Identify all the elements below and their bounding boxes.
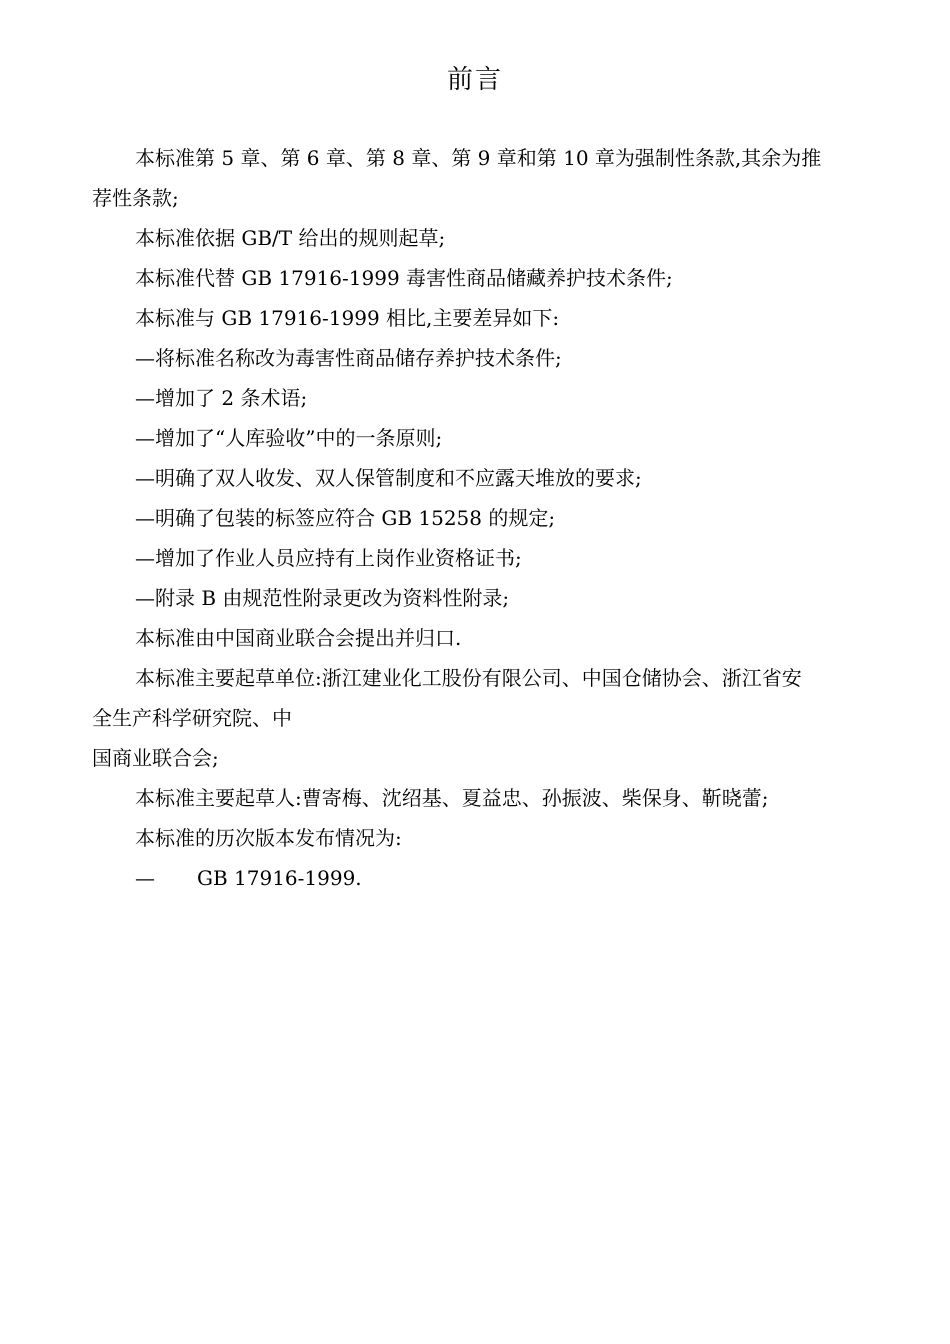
list-item-difference: —明确了双人收发、双人保管制度和不应露天堆放的要求;	[135, 466, 642, 490]
list-item-difference: —增加了“人库验收”中的一条原则;	[135, 426, 443, 450]
version-reference: GB 17916-1999.	[197, 866, 362, 890]
list-item-version	[92, 858, 882, 898]
page-title: 前言	[446, 65, 503, 95]
paragraph-mandatory-clauses: 本标准第 5 章、第 6 章、第 8 章、第 9 章和第 10 章为强制性条款,其余为推	[135, 146, 822, 170]
paragraph-drafting-units-cont: 国商业联合会;	[92, 746, 219, 770]
paragraph-proposed-by: 本标准由中国商业联合会提出并归口.	[135, 626, 462, 650]
paragraph-drafting-rules: 本标准依据 GB/T 给出的规则起草;	[135, 226, 446, 250]
list-item-difference: —增加了作业人员应持有上岗作业资格证书;	[135, 546, 522, 570]
paragraph-differences: 本标准与 GB 17916-1999 相比,主要差异如下:	[135, 306, 560, 330]
list-item-difference: —附录 B 由规范性附录更改为资料性附录;	[135, 586, 510, 610]
paragraph-replaces: 本标准代替 GB 17916-1999 毒害性商品储藏养护技术条件;	[135, 266, 673, 290]
paragraph-drafting-units-cont: 全生产科学研究院、中	[92, 706, 292, 730]
paragraph-drafters: 本标准主要起草人:曹寄梅、沈绍基、夏益忠、孙振波、柴保身、靳晓蕾;	[135, 786, 769, 810]
paragraph-version-history: 本标准的历次版本发布情况为:	[135, 826, 402, 850]
list-item-difference: —将标准名称改为毒害性商品储存养护技术条件;	[135, 346, 562, 370]
list-item-difference: —增加了 2 条术语;	[135, 386, 308, 410]
list-item-difference: —明确了包装的标签应符合 GB 15258 的规定;	[135, 506, 556, 530]
paragraph-mandatory-clauses-cont: 荐性条款;	[92, 186, 179, 210]
preface-body	[92, 138, 882, 898]
list-dash: —	[135, 866, 155, 890]
paragraph-drafting-units: 本标准主要起草单位:浙江建业化工股份有限公司、中国仓储协会、浙江省安	[135, 666, 802, 690]
